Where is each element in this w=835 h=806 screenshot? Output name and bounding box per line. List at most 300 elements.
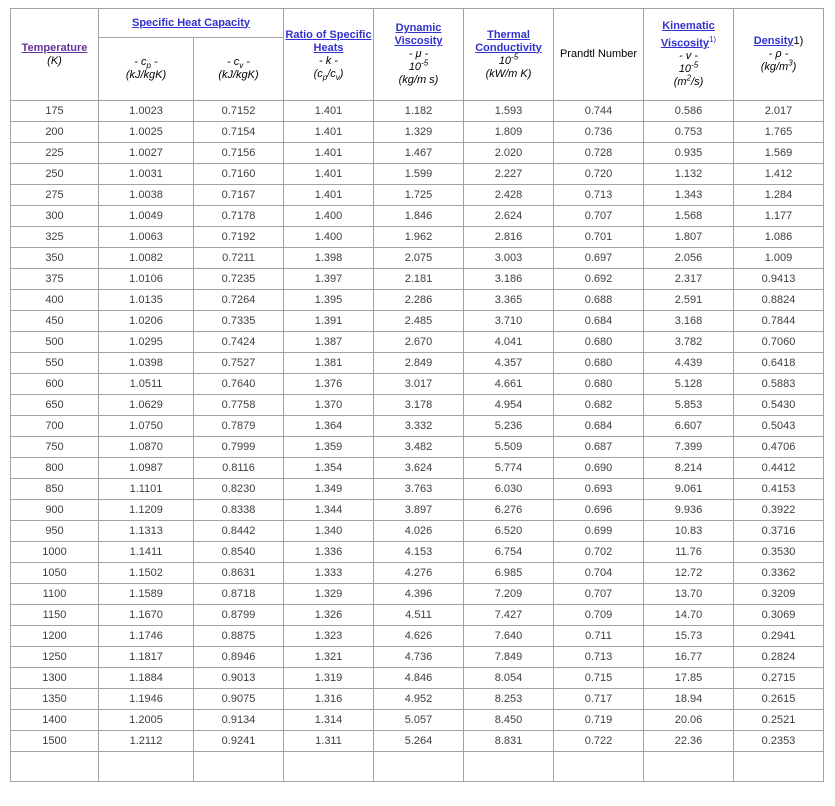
table-cell: 2.056 [644, 248, 734, 269]
table-cell: 275 [11, 185, 99, 206]
table-cell: 700 [11, 416, 99, 437]
table-cell: 0.2521 [734, 710, 824, 731]
table-cell: 0.7527 [194, 353, 284, 374]
table-cell: 5.236 [464, 416, 554, 437]
table-row [11, 731, 824, 752]
table-cell: 0.2715 [734, 668, 824, 689]
table-cell: 0.3209 [734, 584, 824, 605]
table-cell: 900 [11, 500, 99, 521]
table-cell-empty [734, 752, 824, 782]
table-cell: 8.253 [464, 689, 554, 710]
table-cell: 0.8230 [194, 479, 284, 500]
table-cell: 1.401 [284, 122, 374, 143]
table-cell: 0.707 [554, 206, 644, 227]
table-cell: 2.485 [374, 311, 464, 332]
kinematic-viscosity-link[interactable]: Kinematic Viscosity [660, 19, 715, 50]
table-cell: 1.1589 [99, 584, 194, 605]
table-cell: 0.719 [554, 710, 644, 731]
table-cell: 4.153 [374, 542, 464, 563]
table-cell: 7.209 [464, 584, 554, 605]
table-cell: 4.736 [374, 647, 464, 668]
table-row [11, 626, 824, 647]
kinematic-viscosity-footnote: 1) [708, 34, 717, 44]
table-cell: 0.8799 [194, 605, 284, 626]
table-cell: 1.1209 [99, 500, 194, 521]
table-cell: 1.370 [284, 395, 374, 416]
table-cell: 0.8946 [194, 647, 284, 668]
table-cell: 1350 [11, 689, 99, 710]
table-row [11, 311, 824, 332]
table-cell: 0.3069 [734, 605, 824, 626]
table-cell: 0.8631 [194, 563, 284, 584]
table-cell: 1.0511 [99, 374, 194, 395]
table-cell: 300 [11, 206, 99, 227]
table-cell: 0.692 [554, 269, 644, 290]
table-cell: 3.763 [374, 479, 464, 500]
table-cell: 12.72 [644, 563, 734, 584]
kinematic-viscosity-symbol: - v - [679, 50, 698, 63]
table-cell: 0.9241 [194, 731, 284, 752]
dynamic-viscosity-unit: (kg/m s) [398, 74, 439, 86]
table-cell: 0.2824 [734, 647, 824, 668]
table-cell: 6.985 [464, 563, 554, 584]
table-cell: 6.276 [464, 500, 554, 521]
table-cell: 1.1411 [99, 542, 194, 563]
table-cell: 9.061 [644, 479, 734, 500]
table-cell: 600 [11, 374, 99, 395]
table-row [11, 500, 824, 521]
table-cell: 1.086 [734, 227, 824, 248]
table-cell: 3.365 [464, 290, 554, 311]
table-cell: 4.276 [374, 563, 464, 584]
table-cell: 1.400 [284, 206, 374, 227]
table-cell: 15.73 [644, 626, 734, 647]
table-cell: 0.688 [554, 290, 644, 311]
table-cell: 0.9075 [194, 689, 284, 710]
table-cell: 1.344 [284, 500, 374, 521]
table-cell: 1500 [11, 731, 99, 752]
table-cell: 1.0106 [99, 269, 194, 290]
table-cell: 1000 [11, 542, 99, 563]
table-cell: 1.0135 [99, 290, 194, 311]
table-cell: 1.401 [284, 164, 374, 185]
table-cell: 2.849 [374, 353, 464, 374]
table-cell: 4.026 [374, 521, 464, 542]
col-header-thermal-conductivity [464, 9, 554, 101]
table-cell: 4.661 [464, 374, 554, 395]
table-cell: 500 [11, 332, 99, 353]
table-row [11, 227, 824, 248]
table-cell-empty [644, 752, 734, 782]
table-row [11, 122, 824, 143]
cp-symbol: - $c_p$ - [134, 56, 158, 71]
table-cell: 1.398 [284, 248, 374, 269]
table-cell: 2.670 [374, 332, 464, 353]
density-link[interactable]: Density [753, 35, 794, 47]
table-cell: 450 [11, 311, 99, 332]
table-cell: 0.8442 [194, 521, 284, 542]
table-cell: 0.586 [644, 101, 734, 122]
table-cell: 0.7156 [194, 143, 284, 164]
table-cell: 0.736 [554, 122, 644, 143]
table-cell: 2.816 [464, 227, 554, 248]
table-cell: 1.0025 [99, 122, 194, 143]
table-cell: 1.962 [374, 227, 464, 248]
thermal-conductivity-link[interactable]: Thermal Conductivity [475, 28, 542, 54]
table-cell: 4.952 [374, 689, 464, 710]
table-row [11, 689, 824, 710]
table-cell: 0.744 [554, 101, 644, 122]
table-cell: 1.319 [284, 668, 374, 689]
table-cell: 4.511 [374, 605, 464, 626]
table-cell: 0.7335 [194, 311, 284, 332]
table-cell: 1.0049 [99, 206, 194, 227]
table-cell: 0.7264 [194, 290, 284, 311]
table-cell: 0.8338 [194, 500, 284, 521]
ratio-unit: $(c_p/c_v)$ [313, 67, 344, 82]
table-cell: 2.020 [464, 143, 554, 164]
table-cell: 1.376 [284, 374, 374, 395]
table-cell: 5.774 [464, 458, 554, 479]
table-cell: 4.396 [374, 584, 464, 605]
table-cell: 1100 [11, 584, 99, 605]
table-cell: 1.326 [284, 605, 374, 626]
table-cell: 1.593 [464, 101, 554, 122]
table-cell: 0.7844 [734, 311, 824, 332]
table-cell: 0.687 [554, 437, 644, 458]
table-cell: 1300 [11, 668, 99, 689]
table-row [11, 143, 824, 164]
table-cell: 5.128 [644, 374, 734, 395]
table-cell: 5.057 [374, 710, 464, 731]
table-cell: 3.186 [464, 269, 554, 290]
table-cell: 14.70 [644, 605, 734, 626]
table-cell: 0.4706 [734, 437, 824, 458]
table-cell: 1.387 [284, 332, 374, 353]
table-row [11, 185, 824, 206]
table-row [11, 584, 824, 605]
table-cell: 1150 [11, 605, 99, 626]
table-row [11, 437, 824, 458]
table-cell: 7.640 [464, 626, 554, 647]
table-cell: 0.711 [554, 626, 644, 647]
table-cell: 0.682 [554, 395, 644, 416]
table-cell: 0.7879 [194, 416, 284, 437]
table-cell: 0.680 [554, 332, 644, 353]
table-cell: 1.1313 [99, 521, 194, 542]
table-cell: 0.720 [554, 164, 644, 185]
cv-unit: (kJ/kgK) [218, 69, 259, 81]
specific-heat-capacity-link[interactable]: Specific Heat Capacity [132, 16, 250, 29]
table-cell: 175 [11, 101, 99, 122]
table-cell: 0.7640 [194, 374, 284, 395]
table-cell: 1.329 [284, 584, 374, 605]
table-cell: 1.395 [284, 290, 374, 311]
table-cell: 950 [11, 521, 99, 542]
table-cell-empty [99, 752, 194, 782]
table-row [11, 563, 824, 584]
prandtl-number-label: Prandtl Number [559, 48, 638, 60]
table-cell: 0.2615 [734, 689, 824, 710]
table-cell: 0.709 [554, 605, 644, 626]
table-cell-empty [554, 752, 644, 782]
table-cell: 1.0295 [99, 332, 194, 353]
table-cell: 375 [11, 269, 99, 290]
table-cell: 7.849 [464, 647, 554, 668]
table-cell: 250 [11, 164, 99, 185]
col-header-cp [99, 38, 194, 101]
table-cell: 0.722 [554, 731, 644, 752]
table-cell: 0.684 [554, 311, 644, 332]
table-cell: 0.5430 [734, 395, 824, 416]
table-cell: 0.6418 [734, 353, 824, 374]
table-cell: 1.333 [284, 563, 374, 584]
table-cell: 1050 [11, 563, 99, 584]
table-body [11, 101, 824, 782]
table-cell: 1200 [11, 626, 99, 647]
table-cell: 1.2005 [99, 710, 194, 731]
table-cell: 1.009 [734, 248, 824, 269]
table-cell: 0.728 [554, 143, 644, 164]
table-cell: 1400 [11, 710, 99, 731]
table-cell: 0.3362 [734, 563, 824, 584]
table-cell: 1.846 [374, 206, 464, 227]
table-cell: 1.364 [284, 416, 374, 437]
table-cell: 1250 [11, 647, 99, 668]
table-row [11, 101, 824, 122]
table-cell: 8.450 [464, 710, 554, 731]
table-cell: 1.0082 [99, 248, 194, 269]
table-cell: 0.707 [554, 584, 644, 605]
table-row [11, 164, 824, 185]
col-header-temperature [11, 9, 99, 101]
table-cell: 0.713 [554, 647, 644, 668]
table-cell: 0.7424 [194, 332, 284, 353]
table-cell: 0.753 [644, 122, 734, 143]
table-row [11, 206, 824, 227]
table-cell: 1.569 [734, 143, 824, 164]
table-cell: 0.7154 [194, 122, 284, 143]
table-cell: 0.7211 [194, 248, 284, 269]
table-cell: 1.401 [284, 101, 374, 122]
table-cell: 1.284 [734, 185, 824, 206]
table-cell: 1.400 [284, 227, 374, 248]
table-cell: 10.83 [644, 521, 734, 542]
dynamic-viscosity-power: $10^{-5}$ [408, 58, 429, 73]
table-cell: 0.697 [554, 248, 644, 269]
table-cell: 550 [11, 353, 99, 374]
table-cell: 1.809 [464, 122, 554, 143]
table-cell: 850 [11, 479, 99, 500]
table-cell: 0.3922 [734, 500, 824, 521]
table-cell-empty [194, 752, 284, 782]
table-row [11, 710, 824, 731]
table-cell: 750 [11, 437, 99, 458]
table-cell: 0.8718 [194, 584, 284, 605]
table-row [11, 668, 824, 689]
table-cell: 1.354 [284, 458, 374, 479]
table-cell: 1.340 [284, 521, 374, 542]
col-header-cv [194, 38, 284, 101]
table-cell: 1.0629 [99, 395, 194, 416]
table-cell: 2.624 [464, 206, 554, 227]
table-cell: 1.343 [644, 185, 734, 206]
col-header-prandtl-number [554, 9, 644, 101]
table-cell: 1.314 [284, 710, 374, 731]
table-cell-empty [464, 752, 554, 782]
table-cell: 22.36 [644, 731, 734, 752]
table-cell: 5.853 [644, 395, 734, 416]
table-row [11, 395, 824, 416]
table-cell: 0.935 [644, 143, 734, 164]
table-cell: 0.7758 [194, 395, 284, 416]
table-cell: 1.1946 [99, 689, 194, 710]
table-row [11, 647, 824, 668]
density-footnote: 1) [793, 35, 804, 47]
table-cell: 200 [11, 122, 99, 143]
table-cell: 0.690 [554, 458, 644, 479]
table-cell: 1.0398 [99, 353, 194, 374]
table-cell: 0.8116 [194, 458, 284, 479]
table-cell: 1.359 [284, 437, 374, 458]
table-cell: 0.7235 [194, 269, 284, 290]
table-cell: 2.227 [464, 164, 554, 185]
table-row [11, 290, 824, 311]
table-cell: 0.8824 [734, 290, 824, 311]
table-cell: 8.214 [644, 458, 734, 479]
table-cell: 6.520 [464, 521, 554, 542]
table-cell: 2.181 [374, 269, 464, 290]
table-cell: 1.1817 [99, 647, 194, 668]
table-cell: 3.482 [374, 437, 464, 458]
temperature-link[interactable]: Temperature [21, 41, 88, 54]
dynamic-viscosity-link[interactable]: Dynamic Viscosity [394, 22, 443, 47]
table-cell: 1.349 [284, 479, 374, 500]
table-cell: 350 [11, 248, 99, 269]
table-cell: 1.316 [284, 689, 374, 710]
table-cell: 1.0038 [99, 185, 194, 206]
table-cell: 2.428 [464, 185, 554, 206]
table-cell: 1.132 [644, 164, 734, 185]
density-symbol: - ρ - [768, 48, 789, 60]
table-cell: 0.9413 [734, 269, 824, 290]
table-cell: 1.381 [284, 353, 374, 374]
table-cell: 0.2941 [734, 626, 824, 647]
table-cell: 1.412 [734, 164, 824, 185]
table-cell: 1.725 [374, 185, 464, 206]
table-cell: 1.0750 [99, 416, 194, 437]
table-cell: 4.954 [464, 395, 554, 416]
table-cell: 0.3530 [734, 542, 824, 563]
ratio-of-specific-heats-link[interactable]: Ratio of Specific Heats [285, 28, 372, 54]
col-header-dynamic-viscosity [374, 9, 464, 101]
table-cell: 0.7152 [194, 101, 284, 122]
table-cell: 0.9134 [194, 710, 284, 731]
table-header [11, 9, 824, 101]
table-cell: 1.177 [734, 206, 824, 227]
kinematic-viscosity-unit: $(m^2/s)$ [673, 73, 704, 89]
table-cell: 18.94 [644, 689, 734, 710]
table-cell: 0.713 [554, 185, 644, 206]
table-cell: 4.439 [644, 353, 734, 374]
table-cell: 0.704 [554, 563, 644, 584]
table-cell-empty [284, 752, 374, 782]
table-row [11, 374, 824, 395]
table-row [11, 542, 824, 563]
cv-symbol: - $c_v$ - [227, 56, 250, 71]
col-header-specific-heat [99, 9, 284, 38]
table-cell: 7.427 [464, 605, 554, 626]
table-cell: 0.2353 [734, 731, 824, 752]
table-row [11, 248, 824, 269]
table-cell: 1.1746 [99, 626, 194, 647]
table-cell: 1.1502 [99, 563, 194, 584]
col-header-ratio-of-specific-heats [284, 9, 374, 101]
table-cell: 1.0023 [99, 101, 194, 122]
table-row [11, 332, 824, 353]
table-cell: 0.7167 [194, 185, 284, 206]
table-cell: 2.286 [374, 290, 464, 311]
table-cell: 0.7192 [194, 227, 284, 248]
table-cell: 3.332 [374, 416, 464, 437]
table-cell: 3.003 [464, 248, 554, 269]
table-cell: 17.85 [644, 668, 734, 689]
table-cell: 6.030 [464, 479, 554, 500]
table-cell: 1.568 [644, 206, 734, 227]
table-cell: 20.06 [644, 710, 734, 731]
table-cell: 0.680 [554, 374, 644, 395]
table-cell: 0.3716 [734, 521, 824, 542]
table-row [11, 269, 824, 290]
table-cell: 1.599 [374, 164, 464, 185]
table-cell: 0.702 [554, 542, 644, 563]
table-cell: 0.8875 [194, 626, 284, 647]
table-cell: 1.1670 [99, 605, 194, 626]
col-header-density [734, 9, 824, 101]
table-cell: 0.696 [554, 500, 644, 521]
table-cell: 0.693 [554, 479, 644, 500]
table-cell: 3.782 [644, 332, 734, 353]
table-cell: 16.77 [644, 647, 734, 668]
table-cell: 1.0031 [99, 164, 194, 185]
table-cell: 6.607 [644, 416, 734, 437]
table-cell: 650 [11, 395, 99, 416]
table-row-partial [11, 752, 824, 782]
table-cell: 0.7060 [734, 332, 824, 353]
table-cell: 3.168 [644, 311, 734, 332]
cp-unit: (kJ/kgK) [125, 69, 167, 81]
table-row [11, 416, 824, 437]
table-cell: 0.699 [554, 521, 644, 542]
kinematic-viscosity-power: $10^{-5}$ [678, 60, 699, 76]
table-row [11, 521, 824, 542]
table-cell: 800 [11, 458, 99, 479]
table-cell: 0.5043 [734, 416, 824, 437]
table-cell-empty [374, 752, 464, 782]
table-cell: 1.391 [284, 311, 374, 332]
table-cell: 225 [11, 143, 99, 164]
table-cell: 1.1101 [99, 479, 194, 500]
table-cell: 0.684 [554, 416, 644, 437]
table-cell: 3.017 [374, 374, 464, 395]
table-cell: 3.710 [464, 311, 554, 332]
table-cell: 1.397 [284, 269, 374, 290]
table-cell: 4.041 [464, 332, 554, 353]
table-cell: 0.717 [554, 689, 644, 710]
table-cell: 3.897 [374, 500, 464, 521]
table-cell: 0.701 [554, 227, 644, 248]
table-cell: 4.357 [464, 353, 554, 374]
